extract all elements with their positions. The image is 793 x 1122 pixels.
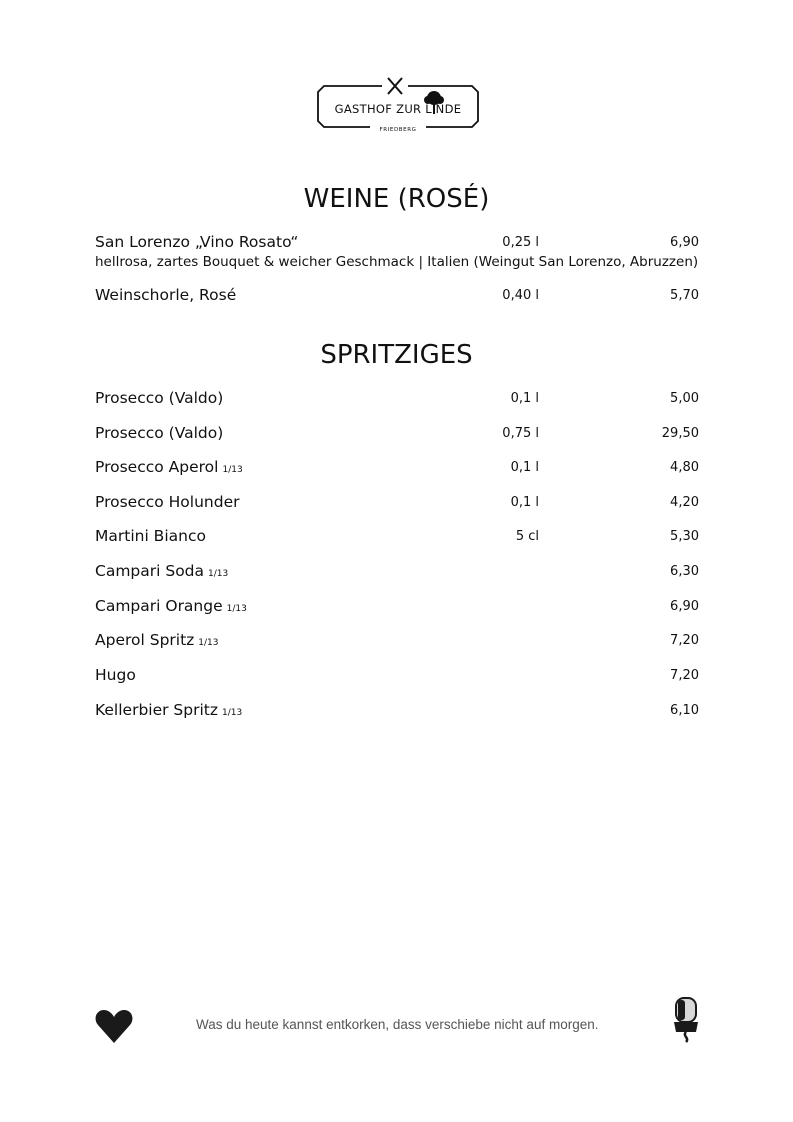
item-allergen: 1/13 [208,569,229,579]
logo-place: FRIEDBERG [379,127,417,133]
item-allergen: 1/13 [222,465,243,475]
item-name [95,458,243,476]
item-name [95,527,210,545]
footer-slogan: Was du heute kannst entkorken, dass verschiebe nicht auf morgen. [196,1017,599,1032]
menu-item [95,458,699,480]
item-quantity: 0,1 l [510,460,539,475]
logo-name: GASTHOF ZUR LINDE [334,102,462,116]
item-description: hellrosa, zartes Bouquet & weicher Geschmack | Italien (Weingut San Lorenzo, Abruzzen) [95,254,699,270]
item-name-text: Aperol Spritz [95,631,195,649]
menu-item [95,597,699,619]
menu-item [95,493,699,515]
menu-item [95,424,699,446]
item-quantity: 0,1 l [510,495,539,510]
item-quantity: 0,25 l [502,235,539,250]
item-name: San Lorenzo „Vino Rosato“ [95,233,299,251]
section-title-weine: WEINE (ROSÉ) [303,184,490,214]
item-price: 6,90 [670,235,699,250]
item-name [95,597,247,615]
item-allergen: 1/13 [198,638,219,648]
item-name-text: Martini Bianco [95,527,206,545]
cork-icon [672,996,700,1048]
item-name [95,701,242,719]
item-name-text: Prosecco Holunder [95,493,240,511]
item-name [95,389,227,407]
menu-item [95,666,699,688]
item-price: 29,50 [661,426,699,441]
item-name-text: Prosecco Aperol [95,458,219,476]
item-name [95,562,228,580]
item-name [95,666,140,684]
item-name [95,631,219,649]
item-price: 5,00 [670,391,699,406]
item-price: 5,70 [670,288,699,303]
heart-icon [95,1008,133,1048]
menu-item [95,389,699,411]
restaurant-logo [314,74,482,140]
item-price: 6,10 [670,703,699,718]
menu-item [95,233,699,255]
item-name: Weinschorle, Rosé [95,286,237,304]
item-name-text: Campari Soda [95,562,205,580]
item-price: 4,80 [670,460,699,475]
item-quantity: 0,40 l [502,288,539,303]
menu-item [95,631,699,653]
item-quantity: 5 cl [515,529,539,544]
menu-item [95,286,699,308]
item-price: 4,20 [670,495,699,510]
item-name-text: Hugo [95,666,136,684]
item-price: 7,20 [670,668,699,683]
section-title-spritziges: SPRITZIGES [320,340,473,370]
item-name-text: Campari Orange [95,597,223,615]
item-name-text: Kellerbier Spritz [95,701,219,719]
item-name [95,493,244,511]
item-name-text: Prosecco (Valdo) [95,424,224,442]
item-allergen: 1/13 [222,708,243,718]
menu-item [95,701,699,723]
item-price: 7,20 [670,633,699,648]
item-name-text: Prosecco (Valdo) [95,389,224,407]
item-price: 6,30 [670,564,699,579]
item-name [95,424,227,442]
item-quantity: 0,75 l [502,426,539,441]
item-allergen: 1/13 [226,604,247,614]
item-price: 5,30 [670,529,699,544]
item-quantity: 0,1 l [510,391,539,406]
item-price: 6,90 [670,599,699,614]
menu-item [95,562,699,584]
menu-item [95,527,699,549]
